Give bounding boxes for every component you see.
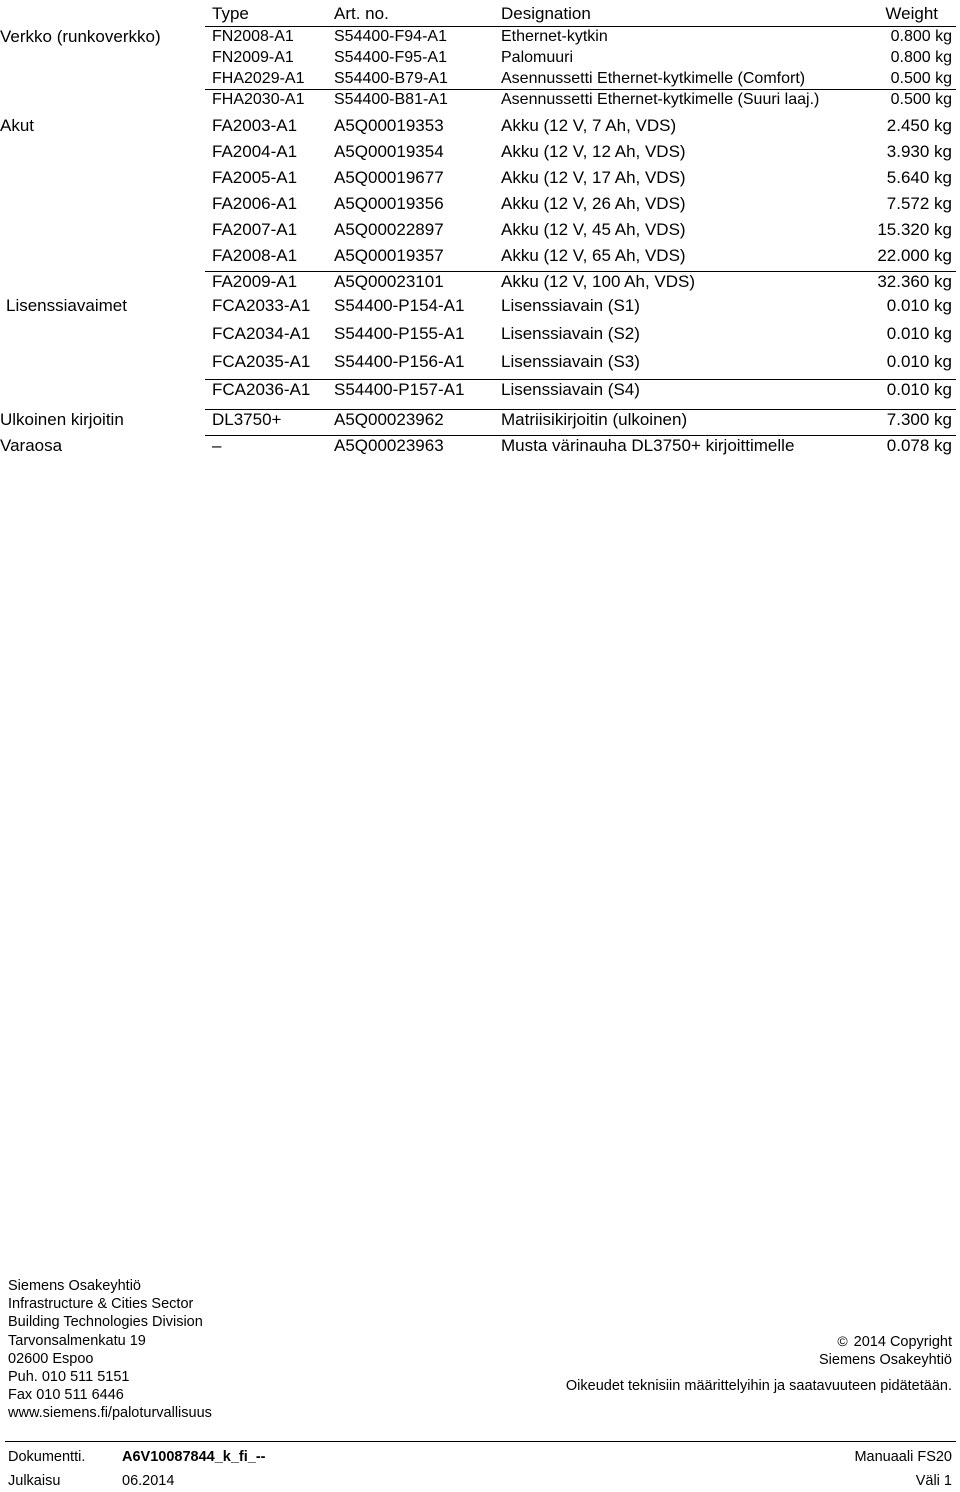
release-info-row (0, 1470, 960, 1492)
cell-art-no: A5Q00019357 (334, 246, 444, 265)
cell-weight: 7.300 kg (886, 410, 952, 429)
cell-weight: 0.078 kg (886, 436, 952, 455)
cell-weight: 0.800 kg (890, 49, 952, 66)
document-label: Dokumentti. (8, 1449, 86, 1465)
column-header-art-no: Art. no. (334, 4, 389, 23)
cell-designation: Matriisikirjoitin (ulkoinen) (501, 410, 688, 429)
cell-type: DL3750+ (212, 410, 282, 429)
document-info-row (0, 1446, 960, 1468)
cell-weight: 3.930 kg (886, 142, 952, 161)
footer-divider (5, 1441, 956, 1442)
cell-type: FA2008-A1 (212, 246, 298, 265)
cell-art-no: A5Q00023101 (334, 272, 444, 291)
cell-type: FA2006-A1 (212, 194, 298, 213)
address-line: 02600 Espoo (8, 1350, 94, 1367)
cell-art-no: A5Q00019354 (334, 142, 444, 161)
cell-designation: Asennussetti Ethernet-kytkimelle (Comfort) (501, 70, 806, 87)
cell-weight: 15.320 kg (877, 220, 952, 239)
cell-weight: 0.500 kg (890, 91, 952, 108)
address-line: Infrastructure & Cities Sector (8, 1296, 194, 1313)
cell-designation: Lisenssiavain (S3) (501, 352, 640, 371)
cell-type: FA2003-A1 (212, 116, 298, 135)
cell-weight: 32.360 kg (877, 272, 952, 291)
cell-weight: 0.010 kg (886, 296, 952, 315)
cell-art-no: A5Q00023962 (334, 410, 444, 429)
cell-designation: Akku (12 V, 17 Ah, VDS) (501, 168, 686, 187)
cell-weight: 2.450 kg (886, 116, 952, 135)
cell-weight: 5.640 kg (886, 168, 952, 187)
cell-weight: 7.572 kg (886, 194, 952, 213)
cell-art-no: S54400-P156-A1 (334, 352, 465, 371)
cell-designation: Akku (12 V, 65 Ah, VDS) (501, 246, 686, 265)
cell-art-no: S54400-P157-A1 (334, 380, 465, 399)
cell-art-no: S54400-P155-A1 (334, 324, 465, 343)
table-row (205, 89, 956, 108)
group-label-spare-part: Varaosa (0, 436, 63, 455)
manual-name: Manuaali FS20 (854, 1449, 952, 1465)
cell-type: FN2008-A1 (212, 28, 294, 45)
group-label-network: Verkko (runkoverkko) (0, 27, 161, 46)
cell-art-no: S54400-B81-A1 (334, 91, 448, 108)
section-label: Väli 1 (915, 1473, 952, 1489)
cell-art-no: A5Q00019356 (334, 194, 444, 213)
cell-type: FA2009-A1 (212, 272, 298, 291)
column-header-weight: Weight (885, 4, 938, 23)
group-label-license-keys: Lisenssiavaimet (6, 296, 127, 315)
column-header-designation: Designation (501, 4, 591, 23)
cell-weight: 0.500 kg (890, 70, 952, 87)
cell-designation: Asennussetti Ethernet-kytkimelle (Suuri laaj.) (501, 91, 820, 108)
cell-designation: Palomuuri (501, 49, 574, 66)
cell-type: FA2005-A1 (212, 168, 298, 187)
cell-designation: Musta värinauha DL3750+ kirjoittimelle (501, 436, 795, 455)
cell-weight: 0.010 kg (886, 324, 952, 343)
cell-type: FA2007-A1 (212, 220, 298, 239)
document-id: A6V10087844_k_fi_-- (122, 1449, 266, 1465)
address-line: Building Technologies Division (8, 1314, 203, 1331)
group-label-external-printer: Ulkoinen kirjoitin (0, 410, 124, 429)
cell-art-no: S54400-P154-A1 (334, 296, 465, 315)
cell-designation: Lisenssiavain (S1) (501, 296, 640, 315)
cell-art-no: S54400-F95-A1 (334, 49, 447, 66)
address-line: Puh. 010 511 5151 (8, 1369, 130, 1386)
cell-art-no: A5Q00019353 (334, 116, 444, 135)
cell-designation: Lisenssiavain (S2) (501, 324, 640, 343)
cell-art-no: S54400-F94-A1 (334, 28, 447, 45)
release-label: Julkaisu (8, 1473, 61, 1489)
cell-designation: Akku (12 V, 26 Ah, VDS) (501, 194, 686, 213)
address-line: Siemens Osakeyhtiö (8, 1278, 141, 1294)
address-line: Fax 010 511 6446 (8, 1387, 124, 1404)
cell-type: FCA2034-A1 (212, 324, 311, 343)
cell-weight: 22.000 kg (877, 246, 952, 265)
cell-weight: 0.010 kg (886, 352, 952, 371)
rights-notice: Oikeudet teknisiin määrittelyihin ja saatavuuteen pidätetään. (565, 1378, 952, 1395)
cell-art-no: A5Q00023963 (334, 436, 444, 455)
cell-designation: Akku (12 V, 7 Ah, VDS) (501, 116, 677, 135)
cell-type: FA2004-A1 (212, 142, 298, 161)
cell-art-no: A5Q00019677 (334, 168, 444, 187)
cell-art-no: A5Q00022897 (334, 220, 444, 239)
cell-type: – (212, 436, 222, 455)
address-line: Tarvonsalmenkatu 19 (8, 1332, 146, 1349)
cell-designation: Akku (12 V, 12 Ah, VDS) (501, 142, 686, 161)
cell-type: FCA2036-A1 (212, 380, 311, 399)
copyright-company: Siemens Osakeyhtiö (819, 1352, 952, 1369)
cell-designation: Akku (12 V, 45 Ah, VDS) (501, 220, 686, 239)
website-link[interactable]: www.siemens.fi/paloturvallisuus (8, 1405, 212, 1422)
column-header-type: Type (212, 4, 249, 23)
copyright-icon: © (837, 1333, 848, 1349)
cell-art-no: S54400-B79-A1 (334, 70, 448, 87)
cell-type: FN2009-A1 (212, 49, 294, 66)
company-address (8, 1277, 212, 1423)
cell-designation: Ethernet-kytkin (501, 28, 608, 45)
table-row (205, 435, 956, 455)
cell-designation: Akku (12 V, 100 Ah, VDS) (501, 272, 696, 291)
cell-type: FHA2029-A1 (212, 70, 305, 87)
table-row (205, 409, 956, 429)
cell-designation: Lisenssiavain (S4) (501, 380, 640, 399)
cell-weight: 0.010 kg (886, 380, 952, 399)
table-row (205, 271, 956, 291)
table-row (205, 379, 956, 399)
cell-weight: 0.800 kg (890, 28, 952, 45)
cell-type: FCA2035-A1 (212, 352, 311, 371)
group-label-batteries: Akut (0, 116, 35, 135)
release-date: 06.2014 (122, 1473, 175, 1489)
copyright-text: 2014 Copyright (853, 1334, 952, 1350)
copyright-block (566, 1332, 952, 1396)
cell-type: FCA2033-A1 (212, 296, 311, 315)
cell-type: FHA2030-A1 (212, 91, 305, 108)
